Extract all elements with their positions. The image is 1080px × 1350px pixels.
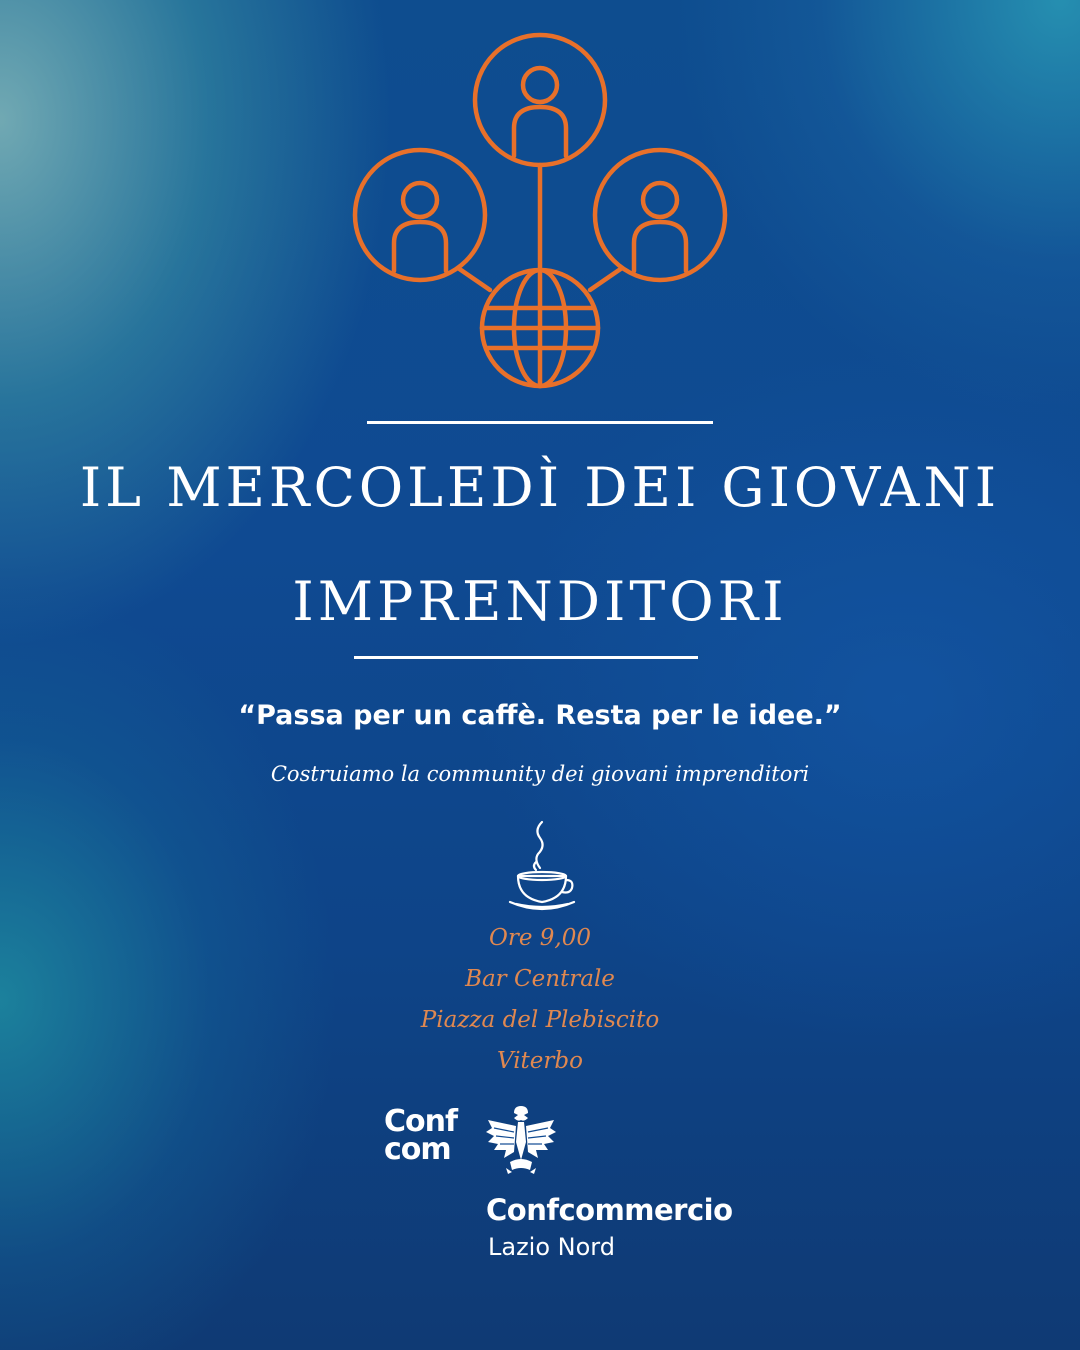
people-network-globe-icon — [340, 28, 740, 400]
confcom-wordmark-line2: com — [384, 1132, 451, 1167]
confcom-wordmark-line1: Conf — [384, 1104, 458, 1139]
title-top-divider — [367, 421, 713, 424]
brand-region: Lazio Nord — [488, 1233, 615, 1261]
confcom-wordmark — [384, 1104, 458, 1167]
tagline-quote: “Passa per un caffè. Resta per le idee.” — [238, 700, 842, 731]
page-title-line-1: IL MERCOLEDÌ DEI GIOVANI — [79, 456, 1001, 519]
event-city: Viterbo — [497, 1048, 583, 1074]
event-address: Piazza del Plebiscito — [420, 1007, 660, 1033]
event-venue: Bar Centrale — [465, 966, 615, 992]
eagle-emblem-icon — [484, 1102, 558, 1176]
title-bottom-divider — [354, 656, 698, 659]
tagline-subtitle: Costruiamo la community dei giovani imprenditori — [270, 762, 810, 786]
coffee-cup-icon — [508, 818, 576, 914]
event-time: Ore 9,00 — [489, 925, 591, 951]
page-title-line-2: IMPRENDITORI — [292, 570, 788, 633]
brand-name: Confcommercio — [486, 1193, 733, 1227]
